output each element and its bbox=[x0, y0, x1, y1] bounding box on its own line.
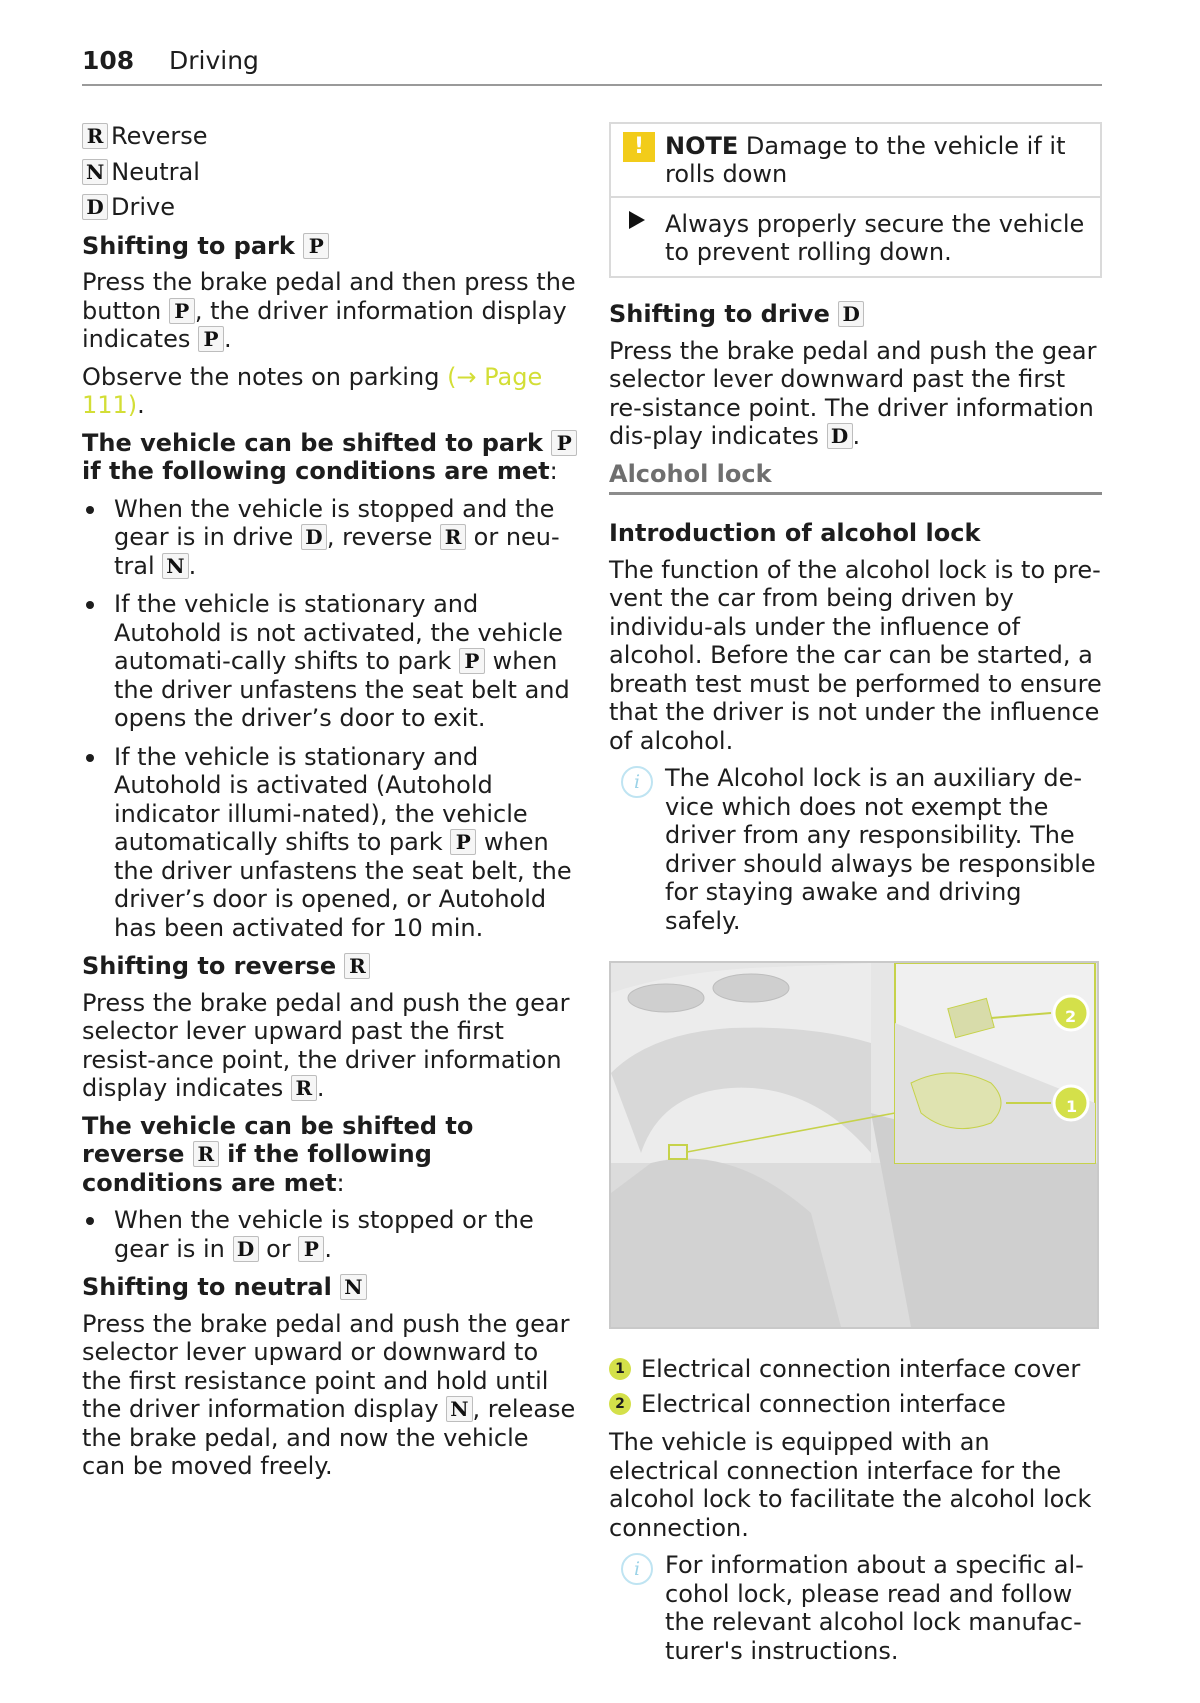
note-title: Damage to the vehicle if it rolls down bbox=[665, 132, 1066, 188]
park-conditions-heading: The vehicle can be shifted to park P if the following conditions are met: bbox=[82, 429, 578, 486]
callout-2: 2 bbox=[1065, 1007, 1077, 1026]
reverse-conditions-heading: The vehicle can be shifted to reverse R if the following conditions are met: bbox=[82, 1111, 474, 1197]
shifting-to-reverse-heading: Shifting to reverse R bbox=[82, 952, 578, 981]
gear-symbol: R bbox=[82, 123, 108, 149]
console-illustration bbox=[611, 963, 1097, 1327]
gear-label: Neutral bbox=[111, 157, 200, 186]
chapter-title: Driving bbox=[169, 46, 259, 75]
gear-symbol: N bbox=[82, 159, 108, 185]
legend-item-1 bbox=[609, 1355, 1102, 1384]
symbol-p: P bbox=[303, 233, 329, 259]
gear-item-reverse bbox=[82, 122, 578, 151]
legend-item-2 bbox=[609, 1390, 1102, 1419]
reverse-conditions-list bbox=[82, 1206, 578, 1263]
alcohol-lock-figure bbox=[609, 961, 1099, 1329]
warning-icon: ! bbox=[623, 132, 655, 162]
left-column bbox=[82, 122, 578, 1490]
alcohol-intro-text: The function of the alcohol lock is to pre-vent the car from being driven by individu-als under the influence of alcohol. Before the car can be started, a breath test must be performed to ensure that the driver is not under the influence of alcohol. bbox=[609, 555, 1102, 755]
shifting-to-drive-heading: Shifting to drive D bbox=[609, 300, 1102, 329]
list-item: If the vehicle is stationary and Autohold is activated (Autohold indicator illumi-nated), the vehicle automatically shifts to park P when the driver unfastens the seat belt, the driver’s door is opened, or Autohold has been activated for 10 min. bbox=[82, 743, 578, 943]
page-link[interactable]: (→ Page 111) bbox=[82, 362, 543, 419]
right-column bbox=[609, 122, 1102, 1675]
shifting-to-neutral-heading: Shifting to neutral N bbox=[82, 1273, 578, 1302]
legend-label: Electrical connection interface bbox=[641, 1389, 1006, 1418]
info-note-2 bbox=[609, 1551, 1102, 1665]
park-instructions: Press the brake pedal and then press the button P , the driver information display indicates P . bbox=[82, 268, 576, 353]
park-observe-note: Observe the notes on parking (→ Page 111). bbox=[82, 362, 543, 419]
neutral-instructions: Press the brake pedal and push the gear selector lever upward or downward to the first resistance point and hold until the driver information display N , release the brake pedal, and now the vehicle can be moved freely. bbox=[82, 1309, 576, 1480]
page-header bbox=[82, 44, 1102, 86]
legend-number: 2 bbox=[609, 1393, 631, 1415]
arrow-right-icon bbox=[629, 211, 645, 229]
info-icon: i bbox=[621, 1553, 653, 1585]
info-note-1 bbox=[609, 764, 1102, 935]
info-text: For information about a specific al-cohol lock, please read and follow the relevant alcohol lock manufac-turer's instructions. bbox=[665, 1551, 1084, 1665]
list-item: If the vehicle is stationary and Autohold is not activated, the vehicle automati-cally shifts to park P when the driver unfastens the seat belt and opens the driver’s door to exit. bbox=[82, 590, 578, 733]
shifting-to-park-heading: Shifting to park P bbox=[82, 232, 578, 261]
legend-number: 1 bbox=[609, 1358, 631, 1380]
park-conditions-list bbox=[82, 495, 578, 943]
note-box bbox=[609, 122, 1102, 278]
gear-symbol: D bbox=[82, 194, 108, 220]
legend-label: Electrical connection interface cover bbox=[641, 1355, 1081, 1383]
list-item: When the vehicle is stopped or the gear is in D or P . bbox=[82, 1206, 578, 1263]
gear-item-neutral bbox=[82, 158, 578, 187]
alcohol-lock-section-title: Alcohol lock bbox=[609, 460, 1102, 496]
gear-label: Drive bbox=[111, 193, 175, 221]
note-header bbox=[611, 124, 1100, 198]
gear-label: Reverse bbox=[111, 122, 208, 150]
list-item: When the vehicle is stopped and the gear is in drive D , reverse R or neu-tral N . bbox=[82, 495, 578, 581]
page-number: 108 bbox=[82, 46, 135, 75]
equipped-text: The vehicle is equipped with an electrical connection interface for the alcohol lock to facilitate the alcohol lock connection. bbox=[609, 1428, 1092, 1542]
alcohol-intro-heading: Introduction of alcohol lock bbox=[609, 519, 981, 547]
note-body bbox=[611, 198, 1100, 276]
note-label: NOTE bbox=[665, 132, 739, 160]
drive-instructions: Press the brake pedal and push the gear selector lever downward past the first re-sistance point. The driver information dis-play indicates D . bbox=[609, 336, 1097, 450]
callout-1: 1 bbox=[1066, 1097, 1078, 1116]
gear-item-drive bbox=[82, 193, 578, 222]
note-action: Always properly secure the vehicle to prevent rolling down. bbox=[665, 210, 1085, 266]
reverse-instructions: Press the brake pedal and push the gear selector lever upward past the first resist-ance point, the driver information display indicates R . bbox=[82, 988, 570, 1102]
info-icon: i bbox=[621, 766, 653, 798]
info-text: The Alcohol lock is an auxiliary de-vice which does not exempt the driver from any responsibility. The driver should always be responsible for staying awake and driving safely. bbox=[665, 764, 1096, 935]
